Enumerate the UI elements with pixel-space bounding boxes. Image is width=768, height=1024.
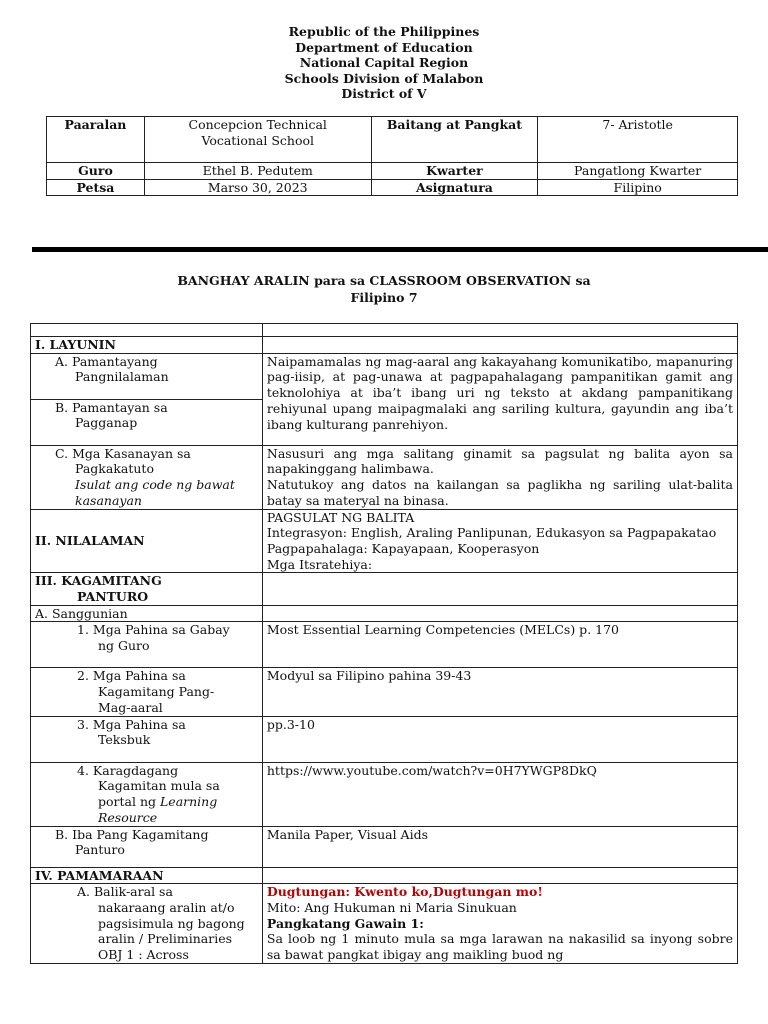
horizontal-rule [32, 247, 768, 252]
pamantayan-sa-pagganap-label [31, 399, 263, 445]
layunin-a-line1: A. Pamantayang [55, 353, 158, 369]
balik-aral-content [262, 884, 737, 964]
header-line-deped: Department of Education [295, 39, 473, 55]
kagamitang-mag-aaral-value: Modyul sa Filipino pahina 39-43 [262, 668, 737, 716]
header-line-region: National Capital Region [299, 55, 469, 71]
item2-line3: Mag-aaral [98, 699, 163, 715]
teksbuk-value: pp.3-10 [262, 716, 737, 762]
blank-cell-left [31, 324, 263, 337]
kasanayan-text-2: Natutukoy ang datos na kailangan sa paglikha ng sariling ulat-balita batay sa materyal na binasa. [266, 477, 733, 508]
item1-line2: ng Guro [98, 638, 150, 654]
layunin-b-line1: B. Pamantayan sa [55, 399, 168, 415]
pamamaraan-heading: IV. PAMAMARAAN [31, 867, 263, 884]
layunin-b-line2: Pagganap [75, 415, 138, 431]
layunin-c-line3: Isulat ang code ng bawat [75, 477, 235, 493]
paaralan-value [144, 117, 371, 163]
balik-aral-label [31, 884, 263, 964]
asignatura-label: Asignatura [371, 179, 538, 196]
learning-resource-link[interactable]: https://www.youtube.com/watch?v=0H7YWGP8DkQ [262, 762, 737, 826]
layunin-c-line2: Pagkakatuto [75, 461, 154, 477]
gabay-guro-value: Most Essential Learning Competencies (MELCs) p. 170 [262, 622, 737, 668]
header-line-republic: Republic of the Philippines [288, 24, 480, 39]
layunin-heading: I. LAYUNIN [31, 337, 263, 354]
blank-cell-right [262, 324, 737, 337]
item4-line3-italic: Learning [160, 793, 218, 809]
lesson-plan-table [30, 323, 738, 964]
nilalaman-istratehiya: Mga Itsratehiya: [266, 556, 373, 572]
balik-aral-line3: pagsisimula ng bagong [98, 915, 245, 931]
kasanayan-text-1: Nasusuri ang mga salitang ginamit sa pagsulat ng balita ayon sa napakinggang halimbawa. [266, 445, 733, 477]
item3-line2: Teksbuk [98, 732, 151, 748]
learning-resource-label [31, 762, 263, 826]
header-line-division: Schools Division of Malabon [284, 70, 484, 86]
item2-line1: 2. Mga Pahina sa [77, 668, 186, 684]
header-line-district: District of V [341, 86, 427, 102]
nilalaman-content [262, 509, 737, 573]
nilalaman-heading: II. NILALAMAN [31, 509, 263, 573]
title-line2: Filipino 7 [350, 290, 418, 305]
balik-aral-line4: aralin / Preliminaries [98, 931, 233, 947]
kagamitan-heading-blank [262, 573, 737, 605]
sanggunian-blank [262, 605, 737, 622]
petsa-label: Petsa [47, 179, 145, 196]
kwarter-value: Pangatlong Kwarter [538, 163, 738, 180]
balik-aral-line1: A. Balik-aral sa [77, 884, 173, 900]
guro-value: Ethel B. Pedutem [144, 163, 371, 180]
pangkatang-gawain-desc: Sa loob ng 1 minuto mula sa mga larawan na nakasilid sa inyong sobre sa bawat pangkat ibigay ang maikling buod ng [266, 931, 733, 963]
sanggunian-label: A. Sanggunian [31, 605, 263, 622]
kagamitang-mag-aaral-label [31, 668, 263, 716]
layunin-heading-blank [262, 337, 737, 354]
paaralan-value-line1: Concepcion Technical [188, 117, 327, 132]
balik-aral-line2: nakaraang aralin at/o [98, 899, 235, 915]
iba-pang-kagamitan-label [31, 826, 263, 867]
item1-line1: 1. Mga Pahina sa Gabay [77, 622, 230, 638]
layunin-c-line1: C. Mga Kasanayan sa [55, 445, 191, 461]
layunin-c-line4: kasanayan [75, 492, 142, 508]
petsa-value: Marso 30, 2023 [144, 179, 371, 196]
title-line1: BANGHAY ARALIN para sa CLASSROOM OBSERVATION sa [177, 273, 591, 288]
asignatura-value: Filipino [538, 179, 738, 196]
pamantayan-text: Naipamamalas ng mag-aaral ang kakayahang komunikatibo, mapanuring pag-iisip, at pag-unawa at pagpapahalagang pampanitikan gamit ang teknolohiya at iba’t ibang uri ng teksto at akdang pampanitikang rehiyunal upang maipagmalaki ang sariling kultura, gayundin ang iba’t ibang kulturang panrehiyon. [262, 353, 737, 445]
iba-pang-kagamitan-value: Manila Paper, Visual Aids [262, 826, 737, 867]
baitang-value: 7- Aristotle [538, 117, 738, 163]
item4-line2: Kagamitan mula sa [98, 778, 220, 794]
kagamitan-heading-line1: III. KAGAMITANG [35, 573, 162, 589]
item4-line3: portal ng [98, 793, 157, 809]
kagamitan-b-line1: B. Iba Pang Kagamitang [55, 826, 209, 842]
guro-label: Guro [47, 163, 145, 180]
baitang-label: Baitang at Pangkat [371, 117, 538, 163]
kagamitan-heading-line2: PANTURO [77, 589, 149, 605]
layunin-a-line2: Pangnilalaman [75, 369, 169, 385]
kasanayan-label [31, 445, 263, 509]
pamantayang-pangnilalaman-label [31, 353, 263, 399]
item2-line2: Kagamitang Pang- [98, 684, 215, 700]
paaralan-label: Paaralan [47, 117, 145, 163]
nilalaman-integrasyon: Integrasyon: English, Araling Panlipunan, Edukasyon sa Pagpapakatao [266, 525, 717, 541]
paaralan-value-line2: Vocational School [201, 132, 314, 148]
kagamitan-heading [31, 573, 263, 605]
gabay-guro-label [31, 622, 263, 668]
kagamitan-b-line2: Panturo [75, 842, 125, 858]
balik-aral-line5: OBJ 1 : Across [98, 947, 189, 963]
nilalaman-topic: PAGSULAT NG BALITA [266, 509, 415, 525]
lesson-plan-title [0, 272, 768, 306]
dugtungan-title: Dugtungan: Kwento ko,Dugtungan mo! [266, 884, 543, 900]
item4-line4: Resource [98, 809, 158, 825]
kwarter-label: Kwarter [371, 163, 538, 180]
info-table [46, 116, 738, 196]
teksbuk-label [31, 716, 263, 762]
item3-line1: 3. Mga Pahina sa [77, 716, 186, 732]
item4-line1: 4. Karagdagang [77, 762, 179, 778]
pamamaraan-heading-blank [262, 867, 737, 884]
mito-line: Mito: Ang Hukuman ni Maria Sinukuan [266, 899, 517, 915]
document-header [0, 24, 768, 102]
kasanayan-text [262, 445, 737, 509]
pangkatang-gawain-heading: Pangkatang Gawain 1: [266, 915, 424, 931]
nilalaman-pagpapahalaga: Pagpapahalaga: Kapayapaan, Kooperasyon [266, 540, 540, 556]
